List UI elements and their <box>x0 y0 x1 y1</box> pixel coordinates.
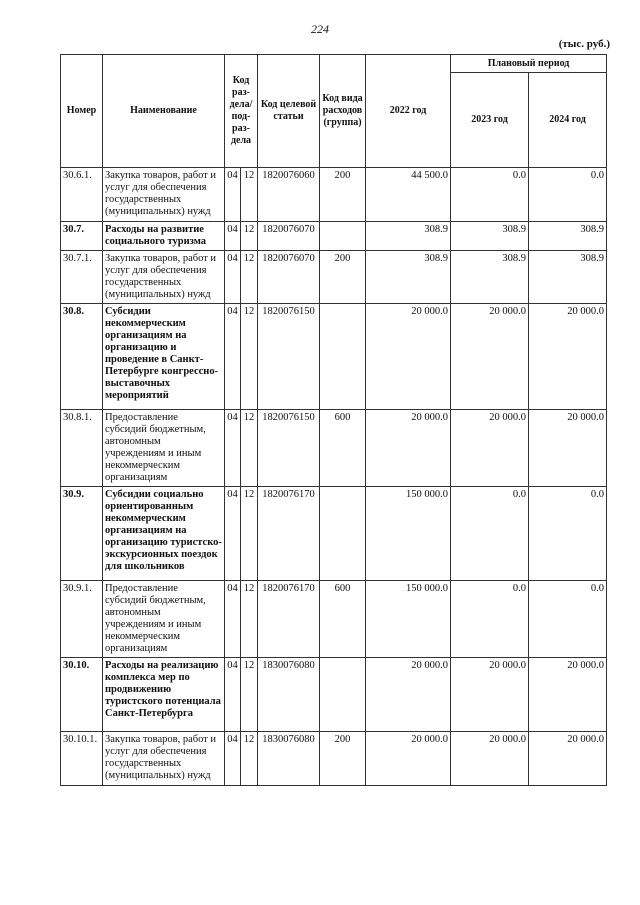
row-section-code: 04 <box>225 487 241 581</box>
row-value-2023: 0.0 <box>451 168 529 222</box>
header-target-code: Код целевой статьи <box>258 55 320 168</box>
budget-table <box>60 54 607 786</box>
table-row <box>61 168 607 222</box>
row-section-code: 04 <box>225 251 241 304</box>
row-subsection-code: 12 <box>241 658 258 732</box>
table-row <box>61 304 607 410</box>
page-number: 224 <box>311 22 329 36</box>
table-body <box>61 168 607 786</box>
row-name: Субсидии социально ориентированным некоммерческим организациям на организацию туристско-экскурсионных поездок для школьников <box>103 487 225 581</box>
row-name: Закупка товаров, работ и услуг для обеспечения государственных (муниципальных) нужд <box>103 168 225 222</box>
row-target-code: 1830076080 <box>258 732 320 786</box>
row-value-2022: 20 000.0 <box>366 658 451 732</box>
row-expense-code: 200 <box>320 168 366 222</box>
row-value-2023: 308.9 <box>451 251 529 304</box>
row-value-2022: 150 000.0 <box>366 581 451 658</box>
row-subsection-code: 12 <box>241 304 258 410</box>
table-row <box>61 410 607 487</box>
row-section-code: 04 <box>225 581 241 658</box>
row-name: Закупка товаров, работ и услуг для обеспечения государственных (муниципальных) нужд <box>103 732 225 786</box>
row-number: 30.7. <box>61 222 103 251</box>
row-section-code: 04 <box>225 410 241 487</box>
row-number: 30.10.1. <box>61 732 103 786</box>
row-value-2022: 44 500.0 <box>366 168 451 222</box>
row-expense-code: 600 <box>320 410 366 487</box>
row-section-code: 04 <box>225 222 241 251</box>
row-value-2023: 308.9 <box>451 222 529 251</box>
row-value-2023: 20 000.0 <box>451 658 529 732</box>
row-name: Предоставление субсидий бюджетным, автономным учреждениям и иным некоммерческим организациям <box>103 410 225 487</box>
row-value-2022: 20 000.0 <box>366 410 451 487</box>
row-name: Расходы на развитие социального туризма <box>103 222 225 251</box>
row-target-code: 1820076070 <box>258 251 320 304</box>
row-target-code: 1820076060 <box>258 168 320 222</box>
row-subsection-code: 12 <box>241 251 258 304</box>
row-expense-code <box>320 304 366 410</box>
header-number: Номер <box>61 55 103 168</box>
row-subsection-code: 12 <box>241 222 258 251</box>
row-number: 30.8. <box>61 304 103 410</box>
row-subsection-code: 12 <box>241 168 258 222</box>
units-label: (тыс. руб.) <box>558 38 610 50</box>
row-value-2024: 0.0 <box>529 168 607 222</box>
row-target-code: 1830076080 <box>258 658 320 732</box>
row-subsection-code: 12 <box>241 732 258 786</box>
row-value-2024: 308.9 <box>529 222 607 251</box>
row-name: Закупка товаров, работ и услуг для обеспечения государственных (муниципальных) нужд <box>103 251 225 304</box>
row-section-code: 04 <box>225 168 241 222</box>
row-number: 30.6.1. <box>61 168 103 222</box>
row-section-code: 04 <box>225 304 241 410</box>
header-2023: 2023 год <box>451 73 529 168</box>
table-row <box>61 251 607 304</box>
row-value-2022: 308.9 <box>366 222 451 251</box>
table-row <box>61 658 607 732</box>
table-row <box>61 581 607 658</box>
row-number: 30.9.1. <box>61 581 103 658</box>
row-subsection-code: 12 <box>241 581 258 658</box>
row-name: Субсидии некоммерческим организациям на организацию и проведение в Санкт-Петербурге конгрессно-выставочных мероприятий <box>103 304 225 410</box>
row-value-2023: 20 000.0 <box>451 304 529 410</box>
row-value-2024: 0.0 <box>529 487 607 581</box>
row-value-2024: 20 000.0 <box>529 304 607 410</box>
row-section-code: 04 <box>225 658 241 732</box>
row-value-2024: 20 000.0 <box>529 410 607 487</box>
header-2024: 2024 год <box>529 73 607 168</box>
header-expense-code: Код вида расходов (группа) <box>320 55 366 168</box>
row-value-2024: 0.0 <box>529 581 607 658</box>
row-value-2023: 20 000.0 <box>451 410 529 487</box>
row-number: 30.9. <box>61 487 103 581</box>
row-target-code: 1820076170 <box>258 487 320 581</box>
row-value-2023: 0.0 <box>451 581 529 658</box>
row-value-2022: 20 000.0 <box>366 732 451 786</box>
row-name: Расходы на реализацию комплекса мер по продвижению туристского потенциала Санкт-Петербурга <box>103 658 225 732</box>
row-value-2024: 20 000.0 <box>529 732 607 786</box>
row-number: 30.8.1. <box>61 410 103 487</box>
row-value-2023: 0.0 <box>451 487 529 581</box>
row-name: Предоставление субсидий бюджетным, автономным учреждениям и иным некоммерческим организациям <box>103 581 225 658</box>
row-expense-code <box>320 658 366 732</box>
row-number: 30.10. <box>61 658 103 732</box>
row-value-2022: 20 000.0 <box>366 304 451 410</box>
row-value-2023: 20 000.0 <box>451 732 529 786</box>
table-row <box>61 487 607 581</box>
row-expense-code: 200 <box>320 251 366 304</box>
row-target-code: 1820076170 <box>258 581 320 658</box>
row-value-2024: 308.9 <box>529 251 607 304</box>
row-expense-code <box>320 222 366 251</box>
table-row <box>61 222 607 251</box>
row-target-code: 1820076150 <box>258 304 320 410</box>
header-name: Наименование <box>103 55 225 168</box>
header-section-code: Код раз-дела/ под-раз-дела <box>225 55 258 168</box>
row-expense-code <box>320 487 366 581</box>
table-row <box>61 732 607 786</box>
row-value-2024: 20 000.0 <box>529 658 607 732</box>
header-planning-period: Плановый период <box>451 55 607 73</box>
row-value-2022: 308.9 <box>366 251 451 304</box>
row-value-2022: 150 000.0 <box>366 487 451 581</box>
row-subsection-code: 12 <box>241 410 258 487</box>
row-expense-code: 600 <box>320 581 366 658</box>
row-target-code: 1820076150 <box>258 410 320 487</box>
row-subsection-code: 12 <box>241 487 258 581</box>
row-section-code: 04 <box>225 732 241 786</box>
row-target-code: 1820076070 <box>258 222 320 251</box>
header-2022: 2022 год <box>366 55 451 168</box>
row-number: 30.7.1. <box>61 251 103 304</box>
row-expense-code: 200 <box>320 732 366 786</box>
